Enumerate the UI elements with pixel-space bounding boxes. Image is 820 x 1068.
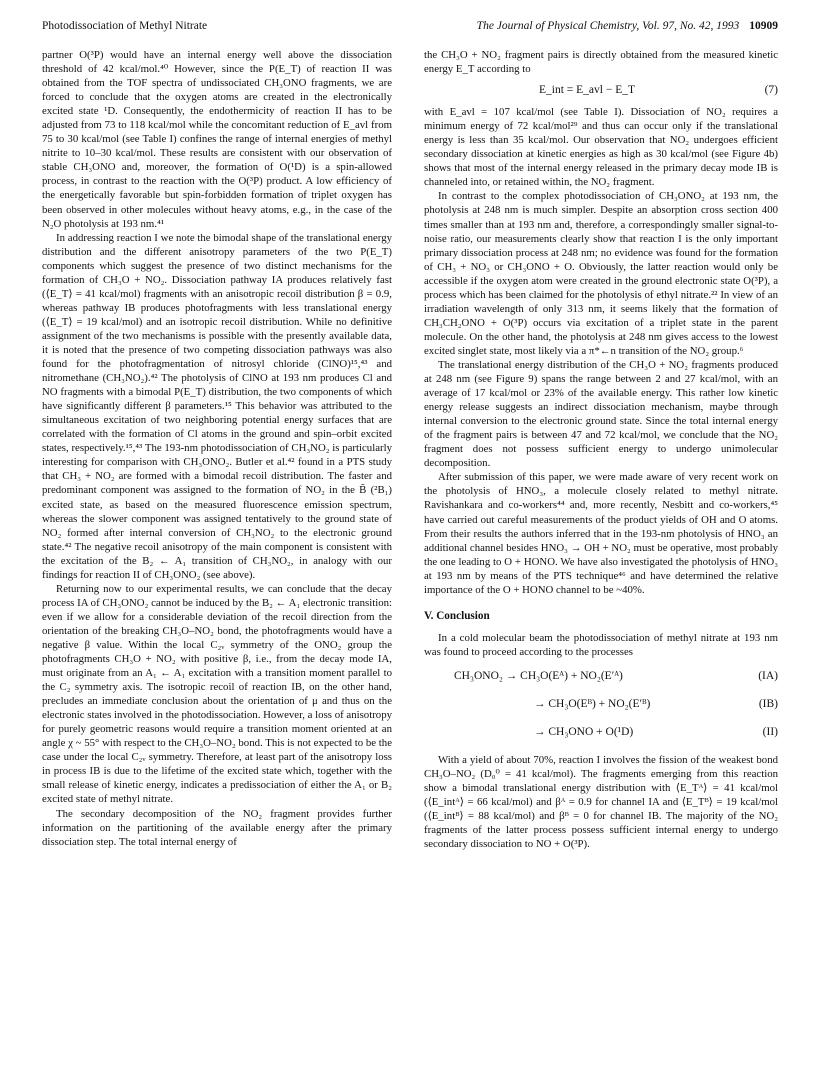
paragraph: the CH₃O + NO₂ fragment pairs is directly obtained from the measured kinetic energy E_T according to: [424, 49, 778, 76]
process-equation: → CH₃O(Eᴮ) + NO₂(E′ᴮ): [534, 697, 651, 710]
process-label: (IB): [758, 697, 778, 710]
process-label: (IA): [758, 669, 778, 682]
equation-7: [424, 83, 778, 97]
paragraph: The secondary decomposition of the NO₂ fragment provides further information on the partitioning of the available energy after the primary dissociation step. The total internal energy of: [42, 807, 392, 848]
paragraph: In addressing reaction I we note the bimodal shape of the translational energy distribution and the different anisotropy parameters of the two P(E_T) components which suggest the presence of two distinct mechanisms for the formation of CH₃O + NO₂. Dissociation pathway IA produces relatively fast (⟨E_T⟩ = 41 kcal/mol) fragments with an anisotropic recoil distribution β = 0.9, whereas pathway IB produces photofragments with less translational energy (⟨E_T⟩ = 19 kcal/mol) and an isotropic recoil distribution. While no definitive assignment of the two mechanisms is possible with the presently available data, it is noted that the presence of two competing dissociation pathways was also found for the photofragmentation of nitrosyl chloride (ClNO)¹⁵,⁴³ and nitromethane (CH₃NO₂).⁴² The photolysis of ClNO at 193 nm produces Cl and NO fragments with a bimodal P(E_T) distribution, the two components of which have significantly different β parameters.¹⁵ This behavior was attributed to the simultaneous excitation of two neighboring potential energy surfaces that are correlated with the formation of Cl atoms in the ground and spin–orbit excited states, respectively.¹⁵,⁴³ The 193-nm photodissociation of CH₃NO₂ is particularly interesting for comparison with CH₃ONO₂. Butler et al.⁴² found in a PTS study that CH₃ + NO₂ are formed with a bimodal recoil distribution. The faster and predominant component was assigned to the formation of NO₂ in the B̃ (²B₁) excited state, as based on the measured fluorescence emission spectrum, whereas the slower component was assigned tentatively to the ground state of NO₂ formed after internal conversion of CH₃NO₂ to the electronic ground state.⁴² The negative recoil anisotropy of the main component is consistent with the excitation of the B₂ ← A₁ transition of CH₃NO₂, in analogy with our findings for reaction II of CH₃ONO₂ (see above).: [42, 231, 392, 581]
paragraph: With a yield of about 70%, reaction I involves the fission of the weakest bond CH₃O–NO₂ (D₀⁰ = 41 kcal/mol). The fragments emerging from this reaction show a bimodal translational energy distribution with ⟨E_Tᴬ⟩ = 41 kcal/mol (⟨E_intᴬ⟩ = 66 kcal/mol) and βᴬ = 0.9 for channel IA and ⟨E_Tᴮ⟩ = 19 kcal/mol (⟨E_intᴮ⟩ = 88 kcal/mol) and βᴮ = 0 for channel IB. The majority of the NO₂ fragments of the latter process possess sufficient internal energy to undergo secondary dissociation to NO + O(³P).: [424, 754, 778, 851]
equation-number: (7): [764, 84, 778, 97]
paragraph: In contrast to the complex photodissociation of CH₃ONO₂ at 193 nm, the photolysis at 248 nm is much simpler. Despite an absorption cross section 400 times smaller than at 193 nm and, therefore, a correspondingly smaller signal-to-noise ratio, our measurements clearly show that reaction I is the only important primary dissociation process at 248 nm; no evidence was found for the formation of CH₃ + NO₃ or CH₃ONO + O. Obviously, the latter reaction would only be accessible if the oxygen atom were created in the ground electronic state O(³P), a process which has been claimed for the photolysis of ethyl nitrate.²² In view of an irradiation wavelength of only 313 nm, it seems likely that the formation of CH₃CH₂ONO + O(³P) occurs via excitation of a triplet state in the parent molecule. On the other hand, the photolysis at 248 nm gives access to the lowest excited singlet state, most likely via a π*←n transition of the NO₂ group.⁶: [424, 190, 778, 357]
paragraph: Returning now to our experimental results, we can conclude that the decay process IA of CH₃ONO₂ cannot be induced by the B₂ ← A₁ electronic transition: even if we allow for a considerable deviation of the recoil direction from the orientation of the breaking CH₃O–NO₂ bond, the photofragments would have a negative β value. Within the local C₂ᵥ symmetry of the ONO₂ group the photofragments CH₃O + NO₂ with positive β, i.e., from the decay mode IA, must originate from an A₁ ← A₁ excitation with a transition moment parallel to the C₂ symmetry axis. The isotropic recoil of reaction IB, on the other hand, precludes an immediate conclusion about the orientation of μ and thus on the electronic states involved in the photodissociation. However, a loss of anisotropy for purely geometric reasons would require a transition moment oriented at an angle χ ~ 55° with respect to the CH₃O–NO₂ bond. This is not expected to be the case under the local C₂ᵥ symmetry. Therefore, at least part of the anisotropy loss in process IB is due to the lifetime of the excited state which, together with the small release of kinetic energy, indicates a predissociation of either the A₁ or B₂ excited state of methyl nitrate.: [42, 582, 392, 806]
section-heading: V. Conclusion: [424, 609, 490, 622]
paragraph: In a cold molecular beam the photodissociation of methyl nitrate at 193 nm was found to proceed according to the processes: [424, 631, 778, 658]
paragraph: The translational energy distribution of the CH₃O + NO₂ fragments produced at 248 nm (see Figure 9) spans the range between 2 and 27 kcal/mol, with an average of 17 kcal/mol or 23% of the available energy. This rather low kinetic energy release suggests an indirect dissociation mechanism, maybe through internal conversion to the electronic ground state. Since the total internal energy of the fragment pairs is between 47 and 72 kcal/mol, we conclude that the NO₂ fragment does not possess sufficient energy to undergo unimolecular decomposition.: [424, 358, 778, 470]
running-title: Photodissociation of Methyl Nitrate: [42, 20, 208, 32]
journal-citation: [477, 20, 778, 32]
paragraph: After submission of this paper, we were made aware of very recent work on the photolysis of HNO₃, a molecule closely related to methyl nitrate. Ravishankara and co-workers⁴⁴ and, more recently, Nesbitt and co-workers,⁴⁵ have carried out careful measurements of the product yields of OH and O atoms. From their results the authors inferred that in the 193-nm photolysis of HNO₃ an additional channel besides HNO₃ → OH + NO₂ must be operative, most probably the one leading to O + HONO. We have also investigated the photolysis of HNO₃ at 193 nm by means of the PTS technique⁴⁶ and have determined the relative importance of the O + HONO channel to be ~40%.: [424, 471, 778, 596]
process-ii: [424, 725, 778, 739]
paragraph: partner O(³P) would have an internal energy well above the dissociation threshold of 42 kcal/mol.⁴⁰ However, since the P(E_T) of reaction II was obtained from the TOF spectra of undissociated CH₃ONO fragments, we are forced to conclude that the oxygen atoms are created in the electronically excited state ¹D. Consequently, the endothermicity of reaction II has to be adjusted from 73 to 118 kcal/mol while the concomitant reduction of E_avl from 75 to 30 kcal/mol (see Table I) confines the range of internal energies of methyl nitrite to 10–30 kcal/mol. These results are consistent with our observation of stable CH₃ONO and, moreover, the formation of O(¹D) is a spin-allowed process, in contrast to the reaction with the O(³P) product. A low efficiency of the energetically favorable but spin-forbidden formation of triplet oxygen has been observed in other molecules without heavy atoms, e.g., in the case of the N₂O photolysis at 193 nm.⁴¹: [42, 49, 392, 230]
process-equation: → CH₃ONO + O(¹D): [534, 726, 634, 739]
process-equation: CH₃ONO₂ → CH₃O(Eᴬ) + NO₂(E′ᴬ): [454, 669, 623, 682]
process-label: (II): [762, 726, 778, 739]
process-ib: [424, 697, 778, 711]
page-number: 10909: [749, 20, 778, 32]
equation-body: E_int = E_avl − E_T: [538, 84, 635, 97]
left-column: [42, 48, 392, 849]
process-ia: [424, 669, 778, 683]
journal-name: The Journal of Physical Chemistry, Vol. 97, No. 42, 1993: [476, 20, 740, 32]
right-column: [424, 48, 778, 851]
paragraph: with E_avl = 107 kcal/mol (see Table I). Dissociation of NO₂ requires a minimum energy of 72 kcal/mol²⁹ and thus can occur only if the translational energy is less than 35 kcal/mol. Our observation that NO₂ undergoes efficient secondary dissociation at kinetic energies as high as 30 kcal/mol (see Figure 4b) shows that most of the internal energy released in the primary decay mode IB is channeled into, or retained within, the NO₂ fragment.: [424, 106, 778, 189]
running-header: [42, 20, 778, 40]
